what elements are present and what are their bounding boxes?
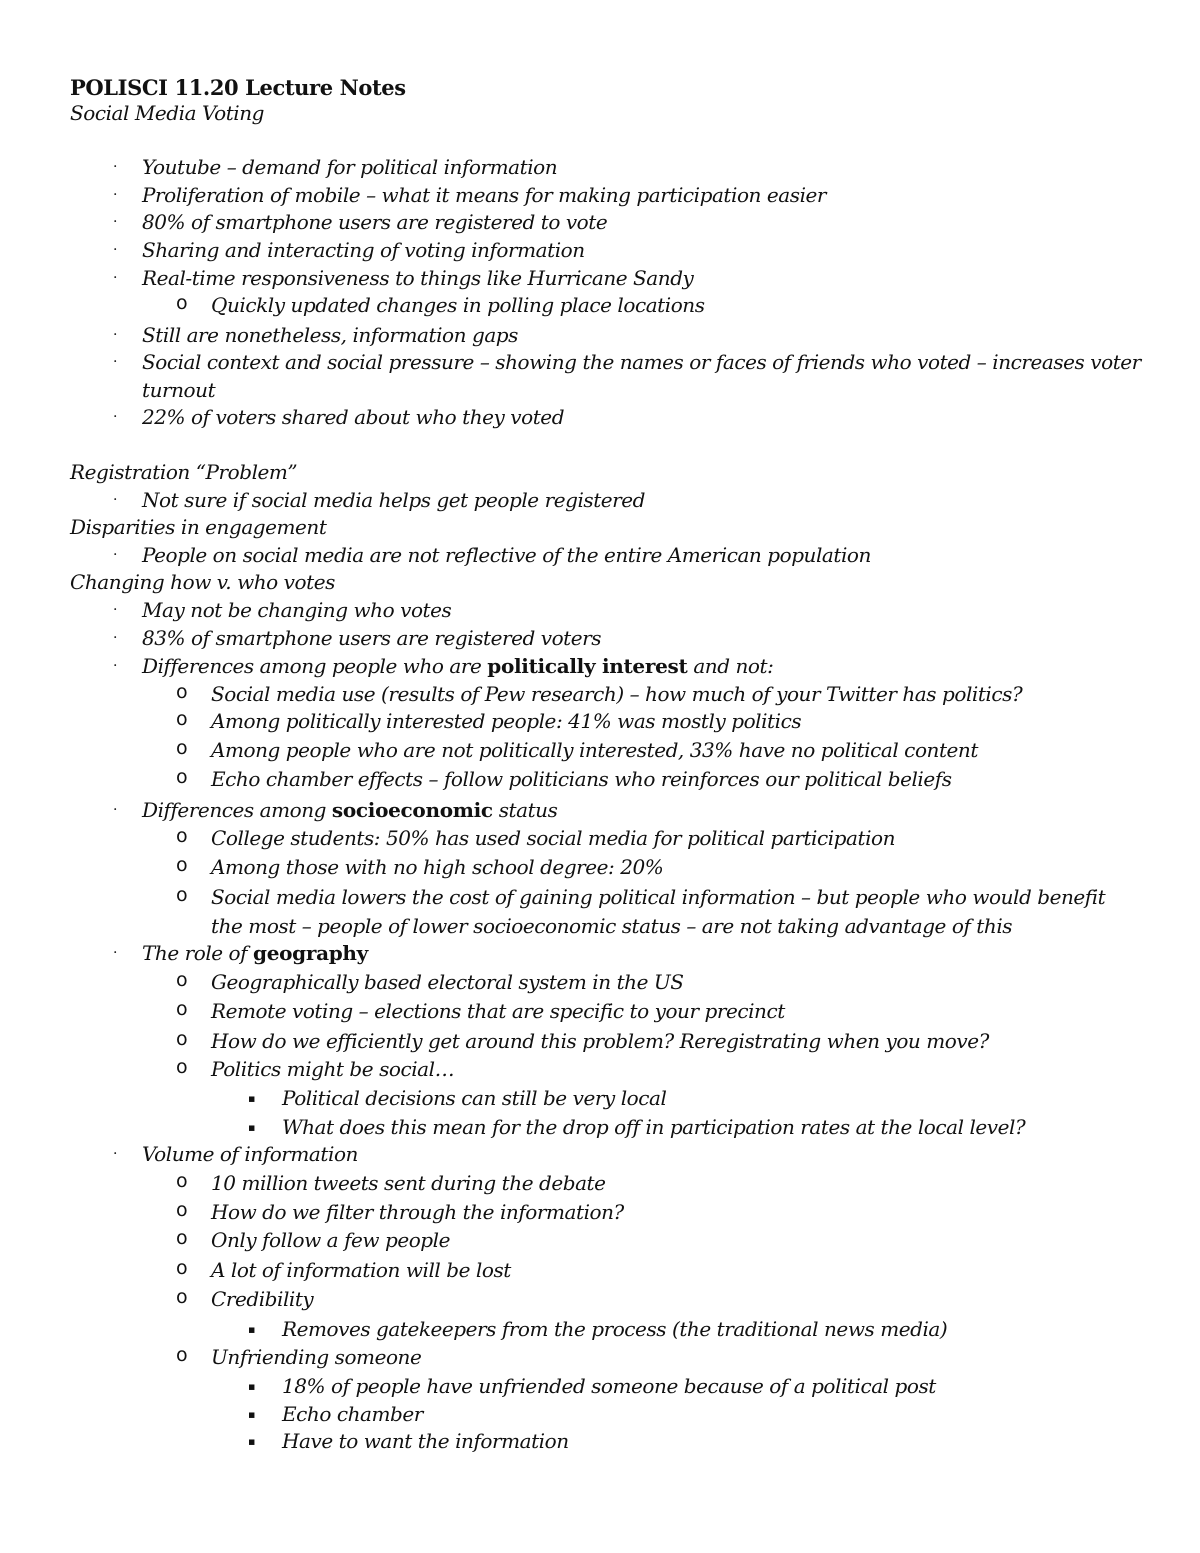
note-line xyxy=(142,268,693,288)
note-line xyxy=(142,545,871,565)
square-bullet-icon: ▪ xyxy=(248,1408,256,1421)
note-line xyxy=(211,857,663,877)
bullet-icon: · xyxy=(113,602,118,618)
note-line xyxy=(142,352,1141,372)
circle-bullet-icon: o xyxy=(176,884,188,906)
circle-bullet-icon: o xyxy=(176,1170,188,1192)
bullet-icon: · xyxy=(113,214,118,230)
section-heading xyxy=(70,462,297,482)
note-line xyxy=(211,1230,450,1250)
note-text: Among politically interested people: 41% was mostly politics xyxy=(211,709,802,733)
note-text: What does this mean for the drop off in participation rates at the local level? xyxy=(282,1115,1026,1139)
note-text: Real-time responsiveness to things like Hurricane Sandy xyxy=(142,266,694,290)
note-line xyxy=(211,1260,511,1280)
bullet-icon: · xyxy=(113,945,118,961)
section-heading xyxy=(70,572,335,592)
note-text: Politics might be social… xyxy=(211,1057,455,1081)
note-line xyxy=(282,1431,569,1451)
circle-bullet-icon: o xyxy=(176,1056,188,1078)
note-line xyxy=(282,1088,666,1108)
note-line xyxy=(142,185,826,205)
square-bullet-icon: ▪ xyxy=(248,1380,256,1393)
bullet-icon: · xyxy=(113,159,118,175)
note-text: 22% of voters shared about who they voted xyxy=(142,405,565,429)
note-text: Youtube – demand for political information xyxy=(142,155,558,179)
note-line xyxy=(142,1144,358,1164)
note-line xyxy=(282,1117,1025,1137)
note-text: 10 million tweets sent during the debate xyxy=(211,1171,606,1195)
note-text: Political decisions can still be very local xyxy=(282,1086,667,1110)
note-text: Unfriending someone xyxy=(211,1345,422,1369)
page-subtitle: Social Media Voting xyxy=(70,101,265,125)
square-bullet-icon: ▪ xyxy=(248,1323,256,1336)
note-line xyxy=(211,295,705,315)
note-text: 18% of people have unfriended someone because of a political post xyxy=(282,1374,936,1398)
note-text: Social media lowers the cost of gaining political information – but people who would benefit xyxy=(211,885,1106,909)
circle-bullet-icon: o xyxy=(176,1227,188,1249)
note-text: Social media use (results of Pew research) – how much of your Twitter has politics? xyxy=(211,682,1023,706)
note-text-after: and not: xyxy=(687,654,774,678)
note-text: Quickly updated changes in polling place locations xyxy=(211,293,705,317)
note-text: Removes gatekeepers from the process (the traditional news media) xyxy=(282,1317,948,1341)
note-text: 80% of smartphone users are registered to vote xyxy=(142,210,608,234)
circle-bullet-icon: o xyxy=(176,1028,188,1050)
note-line xyxy=(142,212,607,232)
circle-bullet-icon: o xyxy=(176,681,188,703)
note-line xyxy=(211,1059,454,1079)
note-line xyxy=(282,1376,936,1396)
page-title: POLISCI 11.20 Lecture Notes xyxy=(70,75,406,100)
note-line xyxy=(142,600,451,620)
square-bullet-icon: ▪ xyxy=(248,1092,256,1105)
note-text: Not sure if social media helps get people registered xyxy=(142,488,646,512)
note-text: People on social media are not reflective of the entire American population xyxy=(142,543,871,567)
note-line xyxy=(142,240,585,260)
note-line xyxy=(211,1173,606,1193)
note-text: A lot of information will be lost xyxy=(211,1258,511,1282)
note-text: How do we efficiently get around this problem? Reregistrating when you move? xyxy=(211,1029,989,1053)
note-line xyxy=(142,656,773,676)
circle-bullet-icon: o xyxy=(176,1257,188,1279)
bullet-icon: · xyxy=(113,1146,118,1162)
note-text: Only follow a few people xyxy=(211,1228,450,1252)
circle-bullet-icon: o xyxy=(176,708,188,730)
bullet-icon: · xyxy=(113,492,118,508)
circle-bullet-icon: o xyxy=(176,1286,188,1308)
bullet-icon: · xyxy=(113,658,118,674)
square-bullet-icon: ▪ xyxy=(248,1121,256,1134)
note-text: How do we filter through the information? xyxy=(211,1200,624,1224)
note-line xyxy=(211,887,1105,907)
note-text: Differences among xyxy=(142,798,332,822)
note-line xyxy=(211,1289,313,1309)
bullet-icon: · xyxy=(113,327,118,343)
note-line xyxy=(211,740,978,760)
note-line xyxy=(211,711,801,731)
bullet-icon: · xyxy=(113,187,118,203)
bullet-icon: · xyxy=(113,242,118,258)
bullet-icon: · xyxy=(113,547,118,563)
note-text: Changing how v. who votes xyxy=(70,570,335,594)
note-line xyxy=(211,1031,989,1051)
circle-bullet-icon: o xyxy=(176,1344,188,1366)
bullet-icon: · xyxy=(113,354,118,370)
note-line xyxy=(142,490,645,510)
note-line xyxy=(211,769,952,789)
note-line xyxy=(142,407,564,427)
bullet-icon: · xyxy=(113,630,118,646)
emphasis-text: socioeconomic xyxy=(331,798,493,822)
note-line xyxy=(211,684,1022,704)
note-text: Remote voting – elections that are specific to your precinct xyxy=(211,999,785,1023)
note-line xyxy=(142,943,368,963)
circle-bullet-icon: o xyxy=(176,969,188,991)
note-text: the most – people of lower socioeconomic status – are not taking advantage of this xyxy=(211,914,1013,938)
note-text: Proliferation of mobile – what it means for making participation easier xyxy=(142,183,827,207)
note-text: turnout xyxy=(142,378,216,402)
note-text: Sharing and interacting of voting information xyxy=(142,238,585,262)
note-text-after: status xyxy=(492,798,558,822)
note-text: Echo chamber effects – follow politicians who reinforces our political beliefs xyxy=(211,767,952,791)
note-text: College students: 50% has used social media for political participation xyxy=(211,826,896,850)
bullet-icon: · xyxy=(113,270,118,286)
note-line xyxy=(142,800,557,820)
note-text: Among those with no high school degree: 20% xyxy=(211,855,664,879)
note-text: Echo chamber xyxy=(282,1402,423,1426)
circle-bullet-icon: o xyxy=(176,825,188,847)
note-text: Among people who are not politically interested, 33% have no political content xyxy=(211,738,978,762)
note-text: May not be changing who votes xyxy=(142,598,452,622)
bullet-icon: · xyxy=(113,802,118,818)
square-bullet-icon: ▪ xyxy=(248,1435,256,1448)
note-line xyxy=(142,325,518,345)
note-text: 83% of smartphone users are registered voters xyxy=(142,626,602,650)
emphasis-text: geography xyxy=(253,941,368,965)
note-text: Registration “Problem” xyxy=(70,460,298,484)
note-text: Still are nonetheless, information gaps xyxy=(142,323,518,347)
note-text: Disparities in engagement xyxy=(70,515,327,539)
note-line xyxy=(211,916,1012,936)
note-text: Differences among people who are xyxy=(142,654,488,678)
note-line xyxy=(211,828,895,848)
note-text: The role of xyxy=(142,941,254,965)
note-line xyxy=(282,1404,423,1424)
note-line xyxy=(211,1347,421,1367)
note-text: Have to want the information xyxy=(282,1429,569,1453)
circle-bullet-icon: o xyxy=(176,766,188,788)
bullet-icon: · xyxy=(113,409,118,425)
note-line xyxy=(142,380,215,400)
note-line xyxy=(211,972,684,992)
note-line xyxy=(142,628,601,648)
note-line xyxy=(282,1319,947,1339)
emphasis-text: politically interest xyxy=(487,654,688,678)
note-line xyxy=(211,1202,624,1222)
note-line xyxy=(211,1001,785,1021)
note-line xyxy=(142,157,557,177)
note-text: Credibility xyxy=(211,1287,314,1311)
circle-bullet-icon: o xyxy=(176,1199,188,1221)
section-heading xyxy=(70,517,326,537)
note-text: Geographically based electoral system in the US xyxy=(211,970,684,994)
circle-bullet-icon: o xyxy=(176,737,188,759)
note-text: Volume of information xyxy=(142,1142,358,1166)
circle-bullet-icon: o xyxy=(176,854,188,876)
note-text: Social context and social pressure – showing the names or faces of friends who voted – increases voter xyxy=(142,350,1141,374)
circle-bullet-icon: o xyxy=(176,292,188,314)
circle-bullet-icon: o xyxy=(176,998,188,1020)
